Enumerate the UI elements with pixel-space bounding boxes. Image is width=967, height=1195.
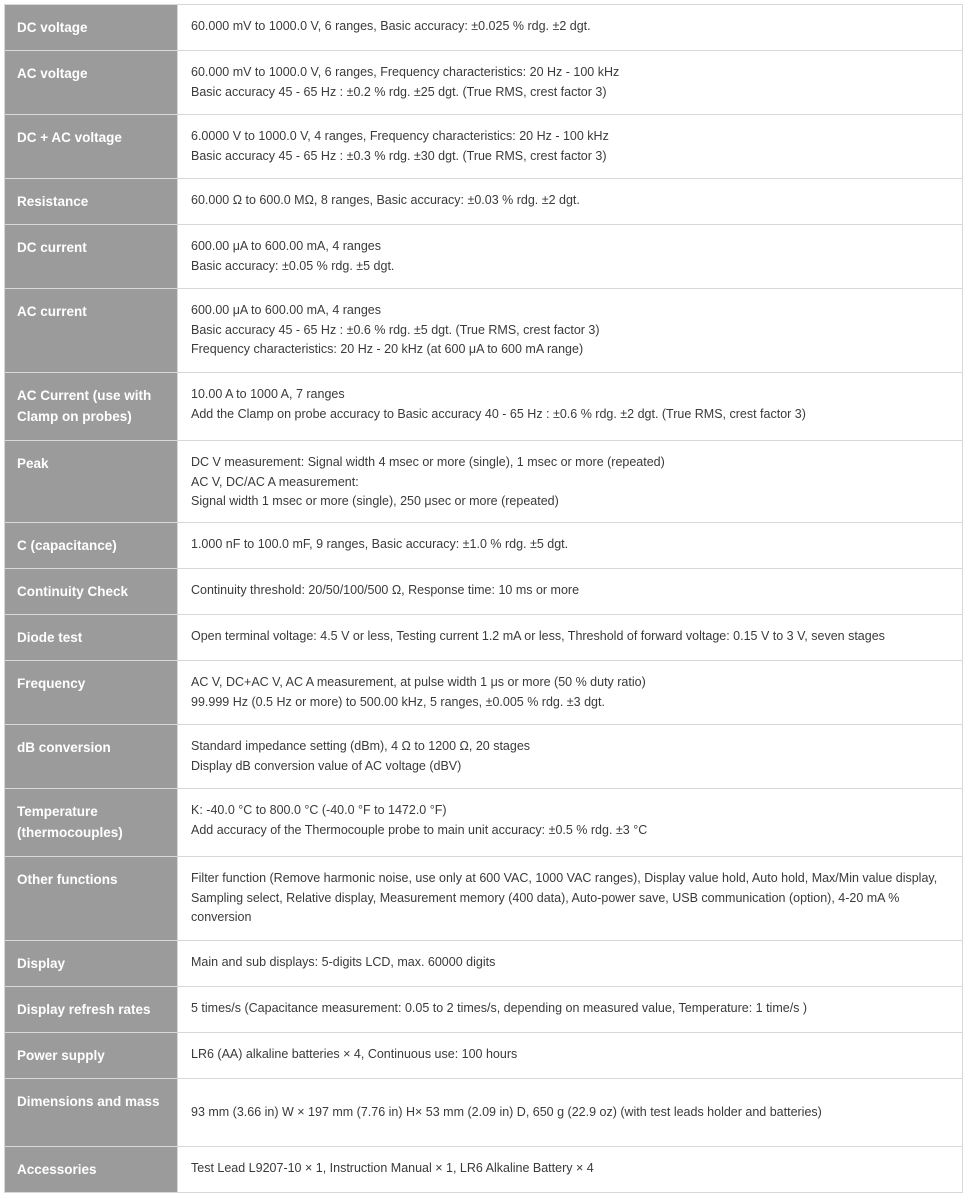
spec-value [178, 225, 963, 289]
spec-value [178, 289, 963, 373]
spec-value [178, 441, 963, 523]
spec-row [5, 523, 963, 569]
spec-row [5, 373, 963, 441]
spec-value-line: 60.000 Ω to 600.0 MΩ, 8 ranges, Basic accuracy: ±0.03 % rdg. ±2 dgt. [191, 193, 580, 207]
spec-label: C (capacitance) [5, 523, 178, 569]
spec-value [178, 789, 963, 857]
spec-label: Display refresh rates [5, 987, 178, 1033]
spec-label: DC + AC voltage [5, 115, 178, 179]
spec-value-line: 99.999 Hz (0.5 Hz or more) to 500.00 kHz, 5 ranges, ±0.005 % rdg. ±3 dgt. [191, 694, 605, 709]
spec-value-line: Main and sub displays: 5-digits LCD, max. 60000 digits [191, 955, 496, 969]
spec-label: AC voltage [5, 51, 178, 115]
spec-label: Power supply [5, 1033, 178, 1079]
spec-value [178, 5, 963, 51]
spec-row [5, 1079, 963, 1147]
spec-value [178, 725, 963, 789]
spec-value-line: Add the Clamp on probe accuracy to Basic accuracy 40 - 65 Hz : ±0.6 % rdg. ±2 dgt. (True RMS, crest factor 3) [191, 406, 806, 421]
spec-value-line: Display dB conversion value of AC voltage (dBV) [191, 758, 462, 773]
spec-value-line: 60.000 mV to 1000.0 V, 6 ranges, Frequency characteristics: 20 Hz - 100 kHz [191, 65, 620, 79]
spec-table [4, 4, 963, 1193]
spec-value [178, 615, 963, 661]
spec-row [5, 789, 963, 857]
spec-value [178, 569, 963, 615]
spec-label: Accessories [5, 1147, 178, 1193]
spec-label: dB conversion [5, 725, 178, 789]
spec-value-line: Filter function (Remove harmonic noise, use only at 600 VAC, 1000 VAC ranges), Display value hold, Auto hold, Max/Min value display, Sampling select, Relative display, Measurement memory (400 data), Auto-power save, USB communication (option), 4-20 mA % conversion [191, 871, 938, 924]
spec-label: Diode test [5, 615, 178, 661]
spec-value [178, 1079, 963, 1147]
spec-value-line: 93 mm (3.66 in) W × 197 mm (7.76 in) H× 53 mm (2.09 in) D, 650 g (22.9 oz) (with test leads holder and batteries) [191, 1104, 822, 1119]
spec-value-line: Frequency characteristics: 20 Hz - 20 kHz (at 600 μA to 600 mA range) [191, 342, 584, 356]
spec-value-line: Basic accuracy 45 - 65 Hz : ±0.3 % rdg. ±30 dgt. (True RMS, crest factor 3) [191, 148, 607, 163]
spec-value [178, 179, 963, 225]
spec-label: Continuity Check [5, 569, 178, 615]
spec-value-line: 600.00 μA to 600.00 mA, 4 ranges [191, 303, 381, 317]
spec-value-line: Signal width 1 msec or more (single), 250 μsec or more (repeated) [191, 494, 559, 508]
spec-label: AC current [5, 289, 178, 373]
spec-value-line: K: -40.0 °C to 800.0 °C (-40.0 °F to 1472.0 °F) [191, 803, 447, 817]
spec-row [5, 51, 963, 115]
spec-table-body [5, 5, 963, 1193]
spec-value-line: Standard impedance setting (dBm), 4 Ω to 1200 Ω, 20 stages [191, 739, 531, 753]
spec-value [178, 857, 963, 941]
spec-value [178, 115, 963, 179]
spec-value [178, 987, 963, 1033]
spec-value [178, 941, 963, 987]
spec-value-line: AC V, DC/AC A measurement: [191, 474, 359, 489]
spec-value-line: 10.00 A to 1000 A, 7 ranges [191, 387, 345, 401]
spec-value-line: Add accuracy of the Thermocouple probe to main unit accuracy: ±0.5 % rdg. ±3 °C [191, 822, 648, 837]
spec-value-line: 600.00 μA to 600.00 mA, 4 ranges [191, 239, 381, 253]
spec-value-line: Basic accuracy 45 - 65 Hz : ±0.2 % rdg. ±25 dgt. (True RMS, crest factor 3) [191, 84, 607, 99]
spec-row [5, 661, 963, 725]
spec-row [5, 179, 963, 225]
spec-value-line: AC V, DC+AC V, AC A measurement, at pulse width 1 μs or more (50 % duty ratio) [191, 675, 646, 689]
spec-value-line: Open terminal voltage: 4.5 V or less, Testing current 1.2 mA or less, Threshold of forward voltage: 0.15 V to 3 V, seven stages [191, 629, 885, 643]
spec-row [5, 941, 963, 987]
spec-row [5, 987, 963, 1033]
spec-value [178, 51, 963, 115]
spec-row [5, 615, 963, 661]
spec-label: Temperature (thermocouples) [5, 789, 178, 857]
spec-label: Dimensions and mass [5, 1079, 178, 1147]
spec-label: Resistance [5, 179, 178, 225]
spec-label: Display [5, 941, 178, 987]
spec-value-line: Basic accuracy 45 - 65 Hz : ±0.6 % rdg. ±5 dgt. (True RMS, crest factor 3) [191, 322, 600, 337]
spec-value-line: Test Lead L9207-10 × 1, Instruction Manual × 1, LR6 Alkaline Battery × 4 [191, 1161, 594, 1175]
spec-row [5, 441, 963, 523]
spec-label: Peak [5, 441, 178, 523]
spec-value-line: 6.0000 V to 1000.0 V, 4 ranges, Frequency characteristics: 20 Hz - 100 kHz [191, 129, 609, 143]
spec-value-line: DC V measurement: Signal width 4 msec or more (single), 1 msec or more (repeated) [191, 455, 665, 469]
spec-value [178, 1033, 963, 1079]
spec-label: DC voltage [5, 5, 178, 51]
spec-row [5, 225, 963, 289]
spec-row [5, 569, 963, 615]
spec-value-line: 5 times/s (Capacitance measurement: 0.05 to 2 times/s, depending on measured value, Temperature: 1 time/s ) [191, 1001, 808, 1015]
spec-row [5, 289, 963, 373]
spec-value-line: 60.000 mV to 1000.0 V, 6 ranges, Basic accuracy: ±0.025 % rdg. ±2 dgt. [191, 19, 591, 33]
spec-row [5, 725, 963, 789]
spec-row [5, 1033, 963, 1079]
spec-row [5, 857, 963, 941]
spec-value-line: Basic accuracy: ±0.05 % rdg. ±5 dgt. [191, 258, 395, 273]
spec-row [5, 115, 963, 179]
spec-row [5, 5, 963, 51]
spec-row [5, 1147, 963, 1193]
spec-label: DC current [5, 225, 178, 289]
spec-value-line: LR6 (AA) alkaline batteries × 4, Continuous use: 100 hours [191, 1047, 518, 1061]
spec-value [178, 1147, 963, 1193]
spec-value-line: Continuity threshold: 20/50/100/500 Ω, Response time: 10 ms or more [191, 583, 580, 597]
spec-label: Frequency [5, 661, 178, 725]
spec-value [178, 661, 963, 725]
spec-value [178, 523, 963, 569]
spec-label: Other functions [5, 857, 178, 941]
spec-value [178, 373, 963, 441]
spec-value-line: 1.000 nF to 100.0 mF, 9 ranges, Basic accuracy: ±1.0 % rdg. ±5 dgt. [191, 537, 569, 551]
spec-label: AC Current (use with Clamp on probes) [5, 373, 178, 441]
